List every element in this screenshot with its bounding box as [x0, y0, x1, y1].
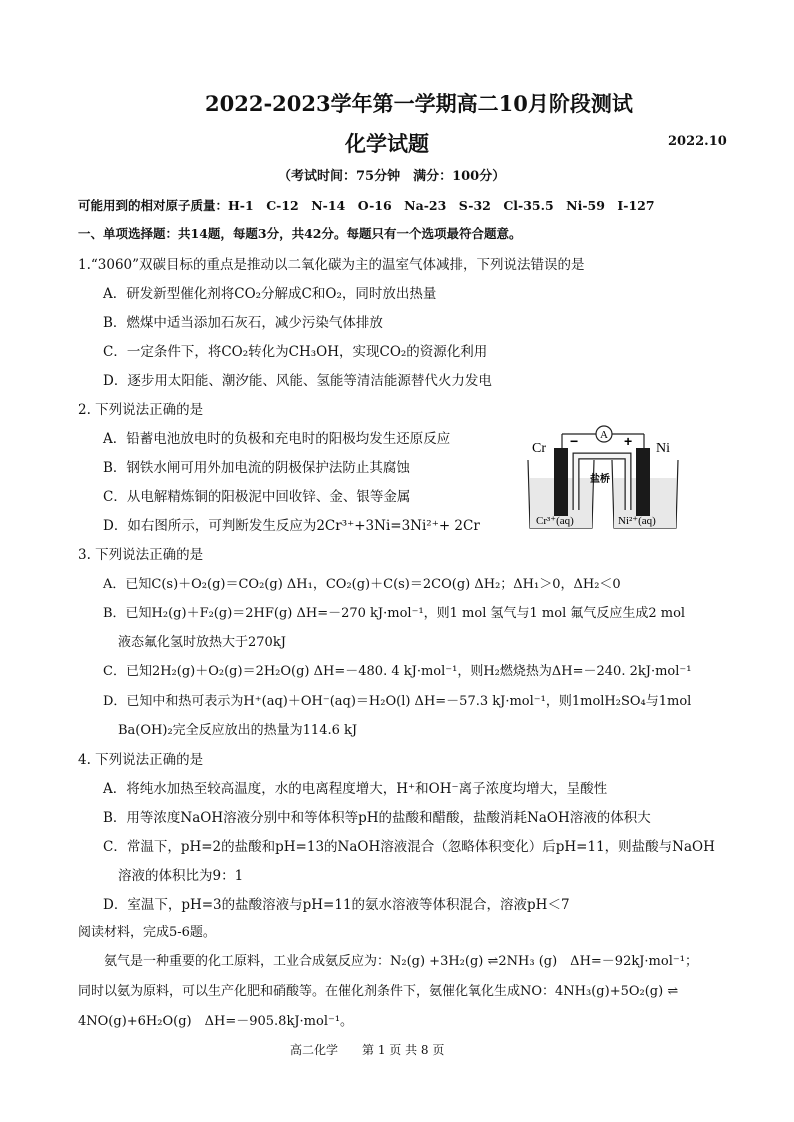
galvanic-cell-figure [520, 420, 690, 535]
q3-option-b-line1: B．已知H₂(g)＋F₂(g)＝2HF(g) ΔH=－270 kJ·mol⁻¹，则1 mol 氢气与1 mol 氟气反应生成2 mol [103, 606, 686, 621]
ni-solution-label: Ni²⁺(aq) [618, 515, 656, 527]
ammeter-label: A [600, 429, 608, 441]
q2-option-a: A．铅蓄电池放电时的负极和充电时的阳极均发生还原反应 [103, 431, 451, 447]
q1-option-a: A．研发新型催化剂将CO₂分解成C和O₂，同时放出热量 [103, 286, 437, 302]
galvanic-cell-diagram [520, 420, 690, 535]
q2-option-b: B．钢铁水闸可用外加电流的阴极保护法防止其腐蚀 [103, 460, 410, 476]
section-heading: 一、单项选择题：共14题，每题3分，共42分。每题只有一个选项最符合题意。 [78, 226, 522, 241]
q1-option-c: C．一定条件下，将CO₂转化为CH₃OH，实现CO₂的资源化利用 [103, 344, 488, 360]
q3-option-c: C．已知2H₂(g)＋O₂(g)＝2H₂O(g) ΔH=－480. 4 kJ·mol⁻¹，则H₂燃烧热为ΔH=－240. 2kJ·mol⁻¹ [103, 664, 692, 679]
exam-title: 2022-2023学年第一学期高二10月阶段测试 [205, 91, 633, 116]
reading-paragraph-line2: 同时以氨为原料，可以生产化肥和硝酸等。在催化剂条件下，氨催化氧化生成NO：4NH₃(g)+5O₂(g) ⇌ [78, 984, 679, 999]
page-footer: 高二化学 第 1 页 共 8 页 [290, 1043, 445, 1057]
q1-option-b: B．燃煤中适当添加石灰石，减少污染气体排放 [103, 315, 383, 331]
q1-stem: 1.“3060”双碳目标的重点是推动以二氧化碳为主的温室气体减排，下列说法错误的是 [78, 257, 585, 273]
q2-option-c: C．从电解精炼铜的阳极泥中回收锌、金、银等金属 [103, 489, 411, 505]
minus-sign: − [570, 433, 579, 449]
q3-option-d-line1: D．已知中和热可表示为H⁺(aq)＋OH⁻(aq)＝H₂O(l) ΔH=－57.3 kJ·mol⁻¹，则1molH₂SO₄与1mol [103, 694, 692, 709]
q3-stem: 3. 下列说法正确的是 [78, 547, 204, 563]
q2-stem: 2. 下列说法正确的是 [78, 402, 204, 418]
cr-electrode [554, 448, 568, 516]
q2-option-d: D．如右图所示，可判断发生反应为2Cr³⁺+3Ni=3Ni²⁺+ 2Cr [103, 518, 480, 534]
q1-option-d: D．逐步用太阳能、潮汐能、风能、氢能等清洁能源替代火力发电 [103, 373, 492, 389]
reading-paragraph-line1: 氨气是一种重要的化工原料，工业合成氨反应为：N₂(g) +3H₂(g) ⇌2NH₃ (g) ΔH=－92kJ·mol⁻¹； [104, 954, 698, 969]
reading-intro: 阅读材料，完成5-6题。 [78, 925, 216, 940]
salt-bridge-label: 盐桥 [590, 474, 610, 485]
cr-label: Cr [532, 441, 546, 456]
q4-option-d: D．室温下，pH=3的盐酸溶液与pH=11的氨水溶液等体积混合，溶液pH＜7 [103, 897, 570, 913]
q4-stem: 4. 下列说法正确的是 [78, 752, 204, 768]
q4-option-a: A．将纯水加热至较高温度，水的电离程度增大，H⁺和OH⁻离子浓度均增大，呈酸性 [103, 781, 608, 797]
q3-option-b-line2: 液态氟化氢时放热大于270kJ [118, 635, 286, 650]
plus-sign: + [624, 433, 633, 449]
cr-solution-label: Cr³⁺(aq) [536, 515, 574, 527]
ni-electrode [636, 448, 650, 516]
reading-paragraph-line3: 4NO(g)+6H₂O(g) ΔH=－905.8kJ·mol⁻¹。 [78, 1014, 354, 1029]
ni-label: Ni [656, 441, 670, 456]
exam-info: （考试时间：75分钟 满分：100分） [278, 169, 506, 184]
atomic-masses: 可能用到的相对原子质量：H-1 C-12 N-14 O-16 Na-23 S-32 Cl-35.5 Ni-59 I-127 [78, 198, 655, 213]
subject-title: 化学试题 [345, 131, 429, 156]
q3-option-d-line2: Ba(OH)₂完全反应放出的热量为114.6 kJ [118, 723, 358, 738]
q4-option-c-line1: C．常温下，pH=2的盐酸和pH=13的NaOH溶液混合（忽略体积变化）后pH=11，则盐酸与NaOH [103, 839, 715, 855]
q4-option-c-line2: 溶液的体积比为9：1 [118, 868, 244, 884]
exam-date: 2022.10 [668, 134, 727, 149]
q3-option-a: A．已知C(s)＋O₂(g)＝CO₂(g) ΔH₁，CO₂(g)＋C(s)＝2CO(g) ΔH₂；ΔH₁＞0，ΔH₂＜0 [103, 577, 621, 592]
q4-option-b: B．用等浓度NaOH溶液分别中和等体积等pH的盐酸和醋酸，盐酸消耗NaOH溶液的体积大 [103, 810, 651, 826]
